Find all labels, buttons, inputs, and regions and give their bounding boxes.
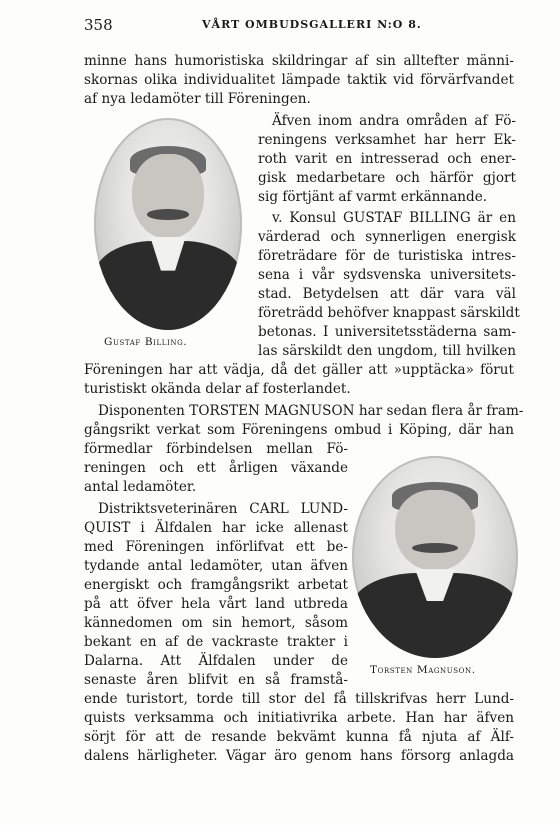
caption-billing: Gustaf Billing. [104,336,188,348]
face-shape [132,154,203,239]
text-line: betonas. I universitetsstäderna sam- [258,324,516,340]
text-line: gisk medarbetare och härför gjort [258,170,516,186]
page-header [84,16,498,36]
text-line: tydande antal ledamöter, utan äfven [84,558,348,574]
text-line: ende turistort, torde till stor del få tillskrifvas herr Lund- [84,691,514,707]
mustache-shape [147,209,188,220]
text-line: Distriktsveterinären CARL LUND- [98,501,348,517]
text-line: v. Konsul GUSTAF BILLING är en [272,210,516,226]
text-line: reningen och ett årligen växande [84,460,348,476]
text-line: las särskildt den ungdom, till hvilken [258,343,516,359]
text-line: roth varit en intresserad och ener- [258,151,516,167]
text-line: företrädare för de turistiska intres- [258,248,516,264]
text-line: stad. Betydelsen att där vara väl [258,286,516,302]
running-head: VÅRT OMBUDSGALLERI N:O 8. [202,18,422,31]
text-line: kännedomen om sin hemort, såsom [84,615,348,631]
page-number: 358 [84,16,113,34]
text-line: Föreningen har att vädja, då det gäller att »upptäcka» förut [84,362,514,378]
text-line: Dalarna. Att Älfdalen under de [84,653,348,669]
portrait-gustaf-billing [94,118,242,330]
text-line: Disponenten TORSTEN MAGNUSON har sedan flera år fram- [98,403,524,419]
text-line: QUIST i Älfdalen har icke allenast [84,520,348,536]
text-line: quists verksamma och initiativrika arbete. Han har äfven [84,710,514,726]
text-line: sörjt för att de resande bekvämt kunna få njuta af Älf- [84,729,514,745]
face-shape [395,490,475,571]
text-line: företrädd behöfver knappast särskildt [258,305,520,321]
text-line: värderad och synnerligen energisk [258,229,516,245]
text-line: energiskt och framgångsrikt arbetat [84,577,348,593]
text-line: på att öfver hela vårt land utbreda [84,596,348,612]
text-line: sena i vår sydsvenska universitets- [258,267,516,283]
text-line: minne hans humoristiska skildringar af sin alltefter männi- [84,53,514,69]
text-line: förmedlar förbindelsen mellan Fö- [84,441,348,457]
text-line: turistiskt okända delar af fosterlandet. [84,381,351,397]
text-line: bekant en af de vackraste trakter i [84,634,348,650]
text-line: med Föreningen införlifvat ett be- [84,539,348,555]
portrait-torsten-magnuson [352,456,518,658]
text-line: dalens härligheter. Vägar äro genom hans försorg anlagda [84,748,514,764]
text-line: reningens verksamhet har herr Ek- [258,132,516,148]
text-line: Äfven inom andra områden af Fö- [272,113,516,129]
caption-magnuson: Torsten Magnuson. [370,664,476,676]
text-line: antal ledamöter. [84,479,197,495]
text-line: af nya ledamöter till Föreningen. [84,91,311,107]
text-line: senaste åren blifvit en så framstå- [84,672,348,688]
text-line: sig förtjänt af varmt erkännande. [258,189,488,205]
text-line: gångsrikt verkat som Föreningens ombud i Köping, där han [84,422,514,438]
mustache-shape [412,543,458,553]
text-line: skornas olika individualitet lämpade taktik vid förvärfvandet [84,72,514,88]
